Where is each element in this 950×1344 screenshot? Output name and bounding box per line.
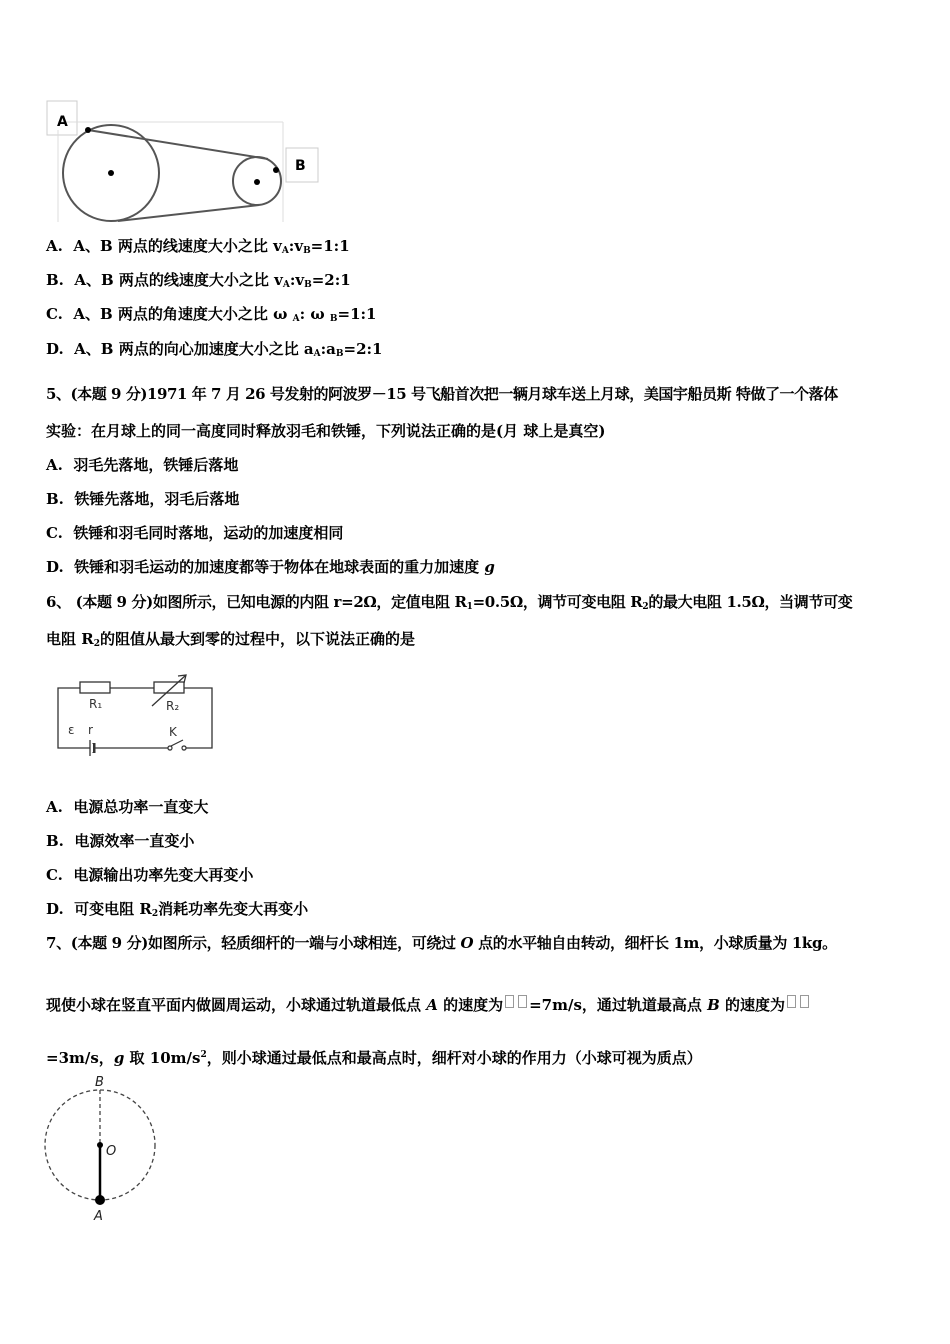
q5-stem-line1: 5、(本题 9 分)1971 年 7 月 26 号发射的阿波罗－15 号飞船首次把一辆月球车送上月球，美国宇船员斯 特做了一个落体: [46, 385, 838, 403]
missing-glyph-box: [518, 995, 527, 1008]
large-pulley-center: [108, 170, 114, 176]
q4-option-d: D. A、B 两点的向心加速度大小之比 $a_A:a_B=2:1$: [46, 340, 383, 359]
point-a-label: A: [57, 114, 68, 130]
resistor-r1: [80, 682, 110, 693]
q7-stem-line1: 7、(本题 9 分)如图所示，轻质细杆的一端与小球相连，可绕过 O 点的水平轴自由转动，细杆长 1m，小球质量为 1kg。: [46, 934, 837, 952]
point-b-label: B: [295, 158, 306, 174]
internal-r-label: r: [88, 723, 93, 737]
point-o-label: O: [106, 1144, 117, 1159]
q6-stem-line2: 电阻 $R_2$的阻值从最大到零的过程中，以下说法正确的是: [46, 630, 415, 649]
switch-blade: [171, 740, 183, 746]
q5-option-c: C. 铁锤和羽毛同时落地，运动的加速度相同: [46, 524, 344, 542]
point-a-dot: [85, 127, 91, 133]
switch-label: K: [169, 725, 177, 739]
ball: [95, 1195, 105, 1205]
emf-label: ε: [68, 723, 75, 737]
q4-option-a: A. A、B 两点的线速度大小之比 $v_A:v_B=1:1$: [46, 237, 350, 256]
q6-option-d: D. 可变电阻 $R_2$消耗功率先变大再变小: [46, 900, 309, 919]
point-a-label: A: [94, 1209, 103, 1224]
q4-option-c: C. A、B 两点的角速度大小之比 ω $_A$: ω $_B$=1:1: [46, 305, 377, 324]
q6-option-b: B. 电源效率一直变小: [46, 832, 195, 850]
r2-label: R₂: [166, 699, 180, 713]
circuit-diagram: [50, 672, 220, 756]
pulley-belt-figure: [46, 100, 322, 224]
q7-stem-line2: 现使小球在竖直平面内做圆周运动，小球通过轨道最低点 A 的速度为 =7m/s，通过轨道最高点 B 的速度为: [46, 995, 811, 1015]
pivot-o: [97, 1142, 103, 1148]
point-b-label: B: [95, 1075, 104, 1090]
q6-option-a: A. 电源总功率一直变大: [46, 798, 209, 816]
q6-stem-line1: 6、 (本题 9 分)如图所示，已知电源的内阻 r=2Ω，定值电阻 $R_1=0.5\Omega$，调节可变电阻 $R_2$的最大电阻 1.5Ω，当调节可变: [46, 593, 853, 612]
missing-glyph-box: [505, 995, 514, 1008]
missing-glyph-box: [787, 995, 796, 1008]
q4-option-b: B. A、B 两点的线速度大小之比 $v_A:v_B=2:1$: [46, 271, 351, 290]
point-b-dot: [273, 167, 279, 173]
q5-stem-line2: 实验：在月球上的同一高度同时释放羽毛和铁锤，下列说法正确的是(月 球上是真空): [46, 422, 606, 440]
q5-option-a: A. 羽毛先落地，铁锤后落地: [46, 456, 239, 474]
q7-stem-line3: =3m/s，g 取 $10m/s^2$，则小球通过最低点和最高点时，细杆对小球的作用力（小球可视为质点）: [46, 1049, 702, 1067]
missing-glyph-box: [800, 995, 809, 1008]
q5-option-b: B. 铁锤先落地，羽毛后落地: [46, 490, 240, 508]
rod-circle-figure: [40, 1072, 162, 1224]
small-pulley-center: [254, 179, 260, 185]
q5-option-d: D. 铁锤和羽毛运动的加速度都等于物体在地球表面的重力加速度 g: [46, 558, 495, 576]
q6-option-c: C. 电源输出功率先变大再变小: [46, 866, 254, 884]
r1-label: R₁: [89, 697, 103, 711]
belt-upper: [88, 130, 268, 159]
